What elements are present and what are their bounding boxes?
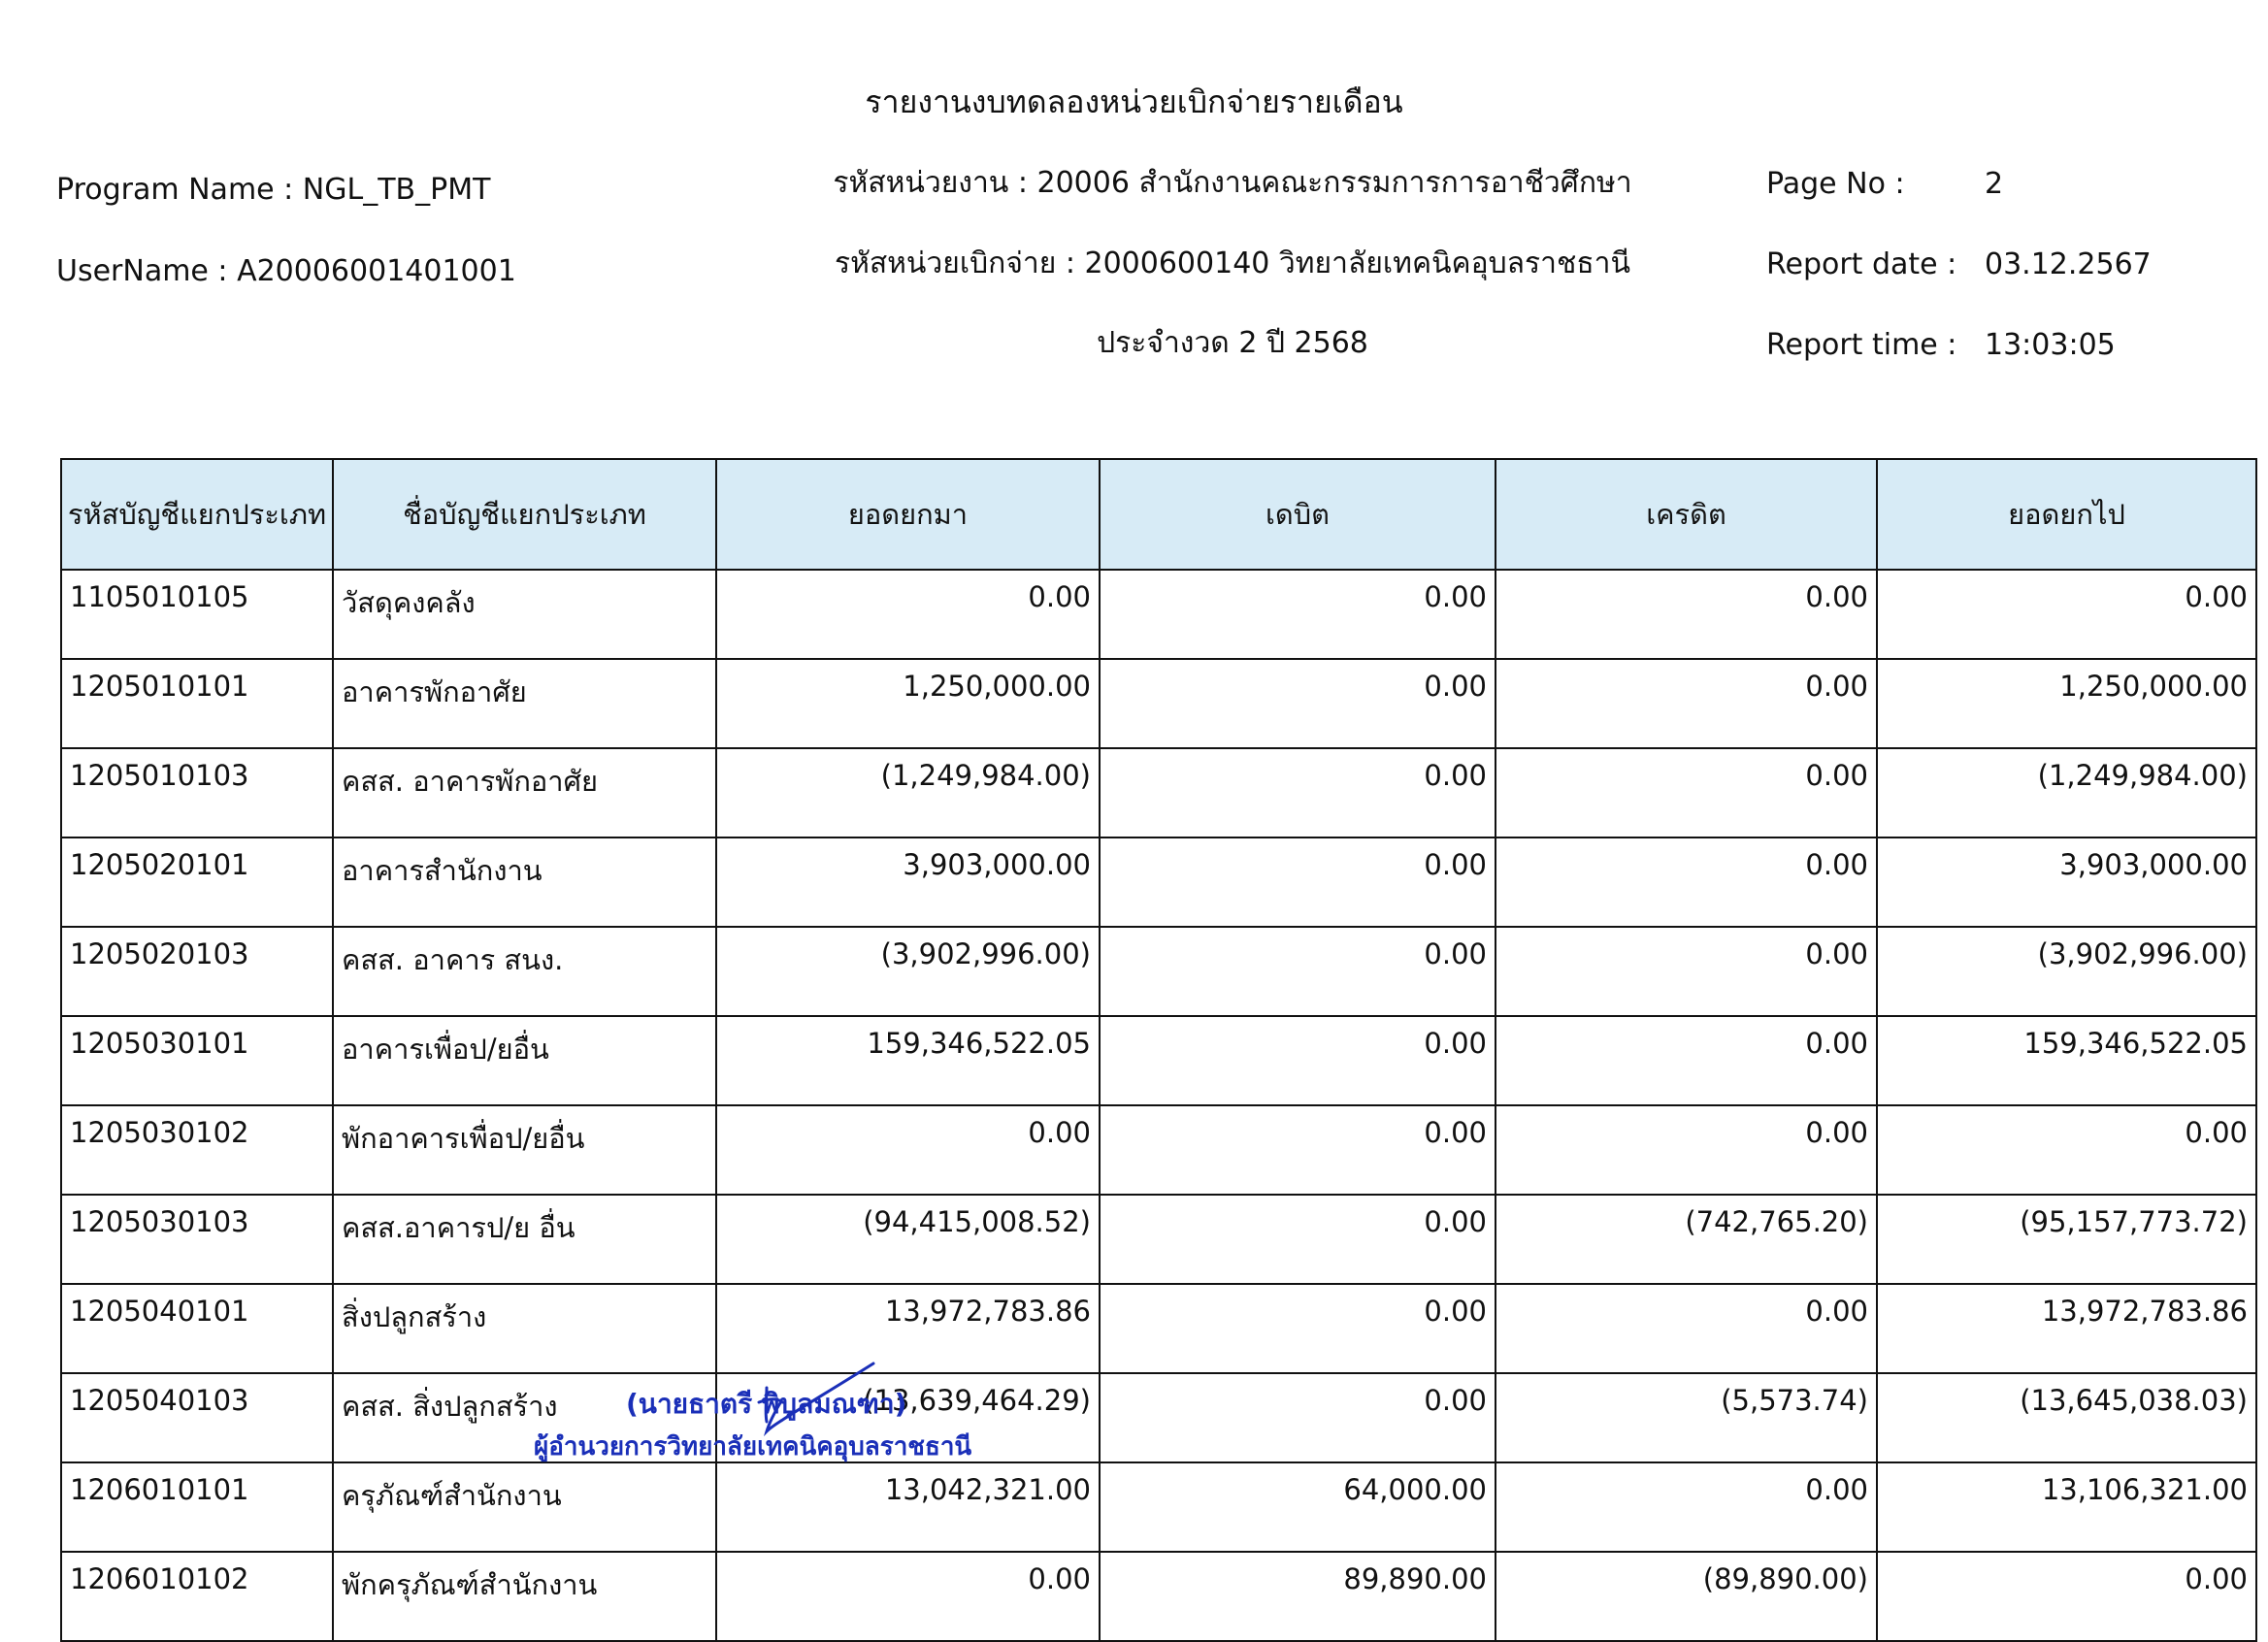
cell-closing-balance: 3,903,000.00: [1877, 837, 2256, 927]
cell-account-code: 1205040103: [61, 1373, 333, 1462]
cell-debit: 0.00: [1100, 659, 1496, 748]
program-name: Program Name : NGL_TB_PMT: [56, 173, 491, 207]
cell-debit: 0.00: [1100, 1195, 1496, 1284]
cell-credit: 0.00: [1496, 1016, 1877, 1105]
disbursement-unit-line: รหัสหน่วยเบิกจ่าย : 2000600140 วิทยาลัยเทคนิคอุบลราชธานี: [834, 246, 1631, 280]
cell-debit: 0.00: [1100, 927, 1496, 1016]
cell-credit: 0.00: [1496, 1284, 1877, 1373]
cell-opening-balance: 13,042,321.00: [716, 1462, 1100, 1552]
cell-account-code: 1205040101: [61, 1284, 333, 1373]
cell-closing-balance: (95,157,773.72): [1877, 1195, 2256, 1284]
column-header-credit: เครดิต: [1496, 459, 1877, 570]
column-header-opening-balance: ยอดยกมา: [716, 459, 1100, 570]
trial-balance-table: [60, 458, 2257, 1642]
cell-opening-balance: (3,902,996.00): [716, 927, 1100, 1016]
cell-debit: 0.00: [1100, 837, 1496, 927]
signer-name: (นายธาตรี พิบูลมณฑา): [626, 1388, 907, 1420]
cell-closing-balance: 13,106,321.00: [1877, 1462, 2256, 1552]
cell-opening-balance: 0.00: [716, 1552, 1100, 1641]
cell-credit: 0.00: [1496, 570, 1877, 659]
column-header-account-code: รหัสบัญชีแยกประเภท: [61, 459, 333, 570]
table-row: [61, 1016, 2256, 1105]
signer-position: ผู้อำนวยการวิทยาลัยเทคนิคอุบลราชธานี: [534, 1432, 972, 1461]
table-row: [61, 837, 2256, 927]
cell-debit: 0.00: [1100, 1284, 1496, 1373]
table-row: [61, 1552, 2256, 1641]
column-header-debit: เดบิต: [1100, 459, 1496, 570]
cell-account-name: พักครุภัณฑ์สำนักงาน: [333, 1552, 716, 1641]
table-row: [61, 1462, 2256, 1552]
table-header-row: [61, 459, 2256, 570]
cell-account-name: วัสดุคงคลัง: [333, 570, 716, 659]
cell-account-name: คสส.อาคารป/ย อื่น: [333, 1195, 716, 1284]
cell-opening-balance: 0.00: [716, 570, 1100, 659]
cell-opening-balance: 1,250,000.00: [716, 659, 1100, 748]
cell-debit: 0.00: [1100, 748, 1496, 837]
cell-closing-balance: 0.00: [1877, 1105, 2256, 1195]
cell-debit: 89,890.00: [1100, 1552, 1496, 1641]
cell-account-code: 1205020101: [61, 837, 333, 927]
cell-account-name: คสส. อาคารพักอาศัย: [333, 748, 716, 837]
page-no: 2: [1985, 167, 2004, 201]
cell-opening-balance: (94,415,008.52): [716, 1195, 1100, 1284]
cell-opening-balance: 159,346,522.05: [716, 1016, 1100, 1105]
table-row: [61, 570, 2256, 659]
cell-account-code: 1205010103: [61, 748, 333, 837]
table-row: [61, 1105, 2256, 1195]
cell-account-name: ครุภัณฑ์สำนักงาน: [333, 1462, 716, 1552]
report-time: 13:03:05: [1985, 328, 2116, 362]
cell-account-code: 1105010105: [61, 570, 333, 659]
cell-credit: 0.00: [1496, 1105, 1877, 1195]
cell-credit: 0.00: [1496, 748, 1877, 837]
table-row: [61, 927, 2256, 1016]
cell-account-name: สิ่งปลูกสร้าง: [333, 1284, 716, 1373]
report-title: รายงานงบทดลองหน่วยเบิกจ่ายรายเดือน: [865, 83, 1403, 120]
cell-opening-balance: (1,249,984.00): [716, 748, 1100, 837]
cell-closing-balance: 159,346,522.05: [1877, 1016, 2256, 1105]
cell-closing-balance: (1,249,984.00): [1877, 748, 2256, 837]
cell-account-name: คสส. สิ่งปลูกสร้าง: [333, 1373, 716, 1462]
cell-closing-balance: 0.00: [1877, 1552, 2256, 1641]
cell-credit: 0.00: [1496, 659, 1877, 748]
cell-account-name: คสส. อาคาร สนง.: [333, 927, 716, 1016]
agency-line: รหัสหน่วยงาน : 20006 สำนักงานคณะกรรมการการอาชีวศึกษา: [833, 166, 1632, 200]
table-row: [61, 748, 2256, 837]
column-header-closing-balance: ยอดยกไป: [1877, 459, 2256, 570]
report-date-label: Report date :: [1766, 247, 1957, 281]
table-row: [61, 1284, 2256, 1373]
cell-closing-balance: 0.00: [1877, 570, 2256, 659]
cell-closing-balance: (3,902,996.00): [1877, 927, 2256, 1016]
page-no-label: Page No :: [1766, 167, 1905, 201]
report-date: 03.12.2567: [1985, 247, 2152, 281]
cell-closing-balance: 1,250,000.00: [1877, 659, 2256, 748]
period-line: ประจำงวด 2 ปี 2568: [1097, 326, 1368, 360]
cell-account-code: 1205020103: [61, 927, 333, 1016]
cell-debit: 0.00: [1100, 1105, 1496, 1195]
cell-account-name: พักอาคารเพื่อป/ยอื่น: [333, 1105, 716, 1195]
cell-opening-balance: 0.00: [716, 1105, 1100, 1195]
cell-credit: (5,573.74): [1496, 1373, 1877, 1462]
table-row: [61, 1195, 2256, 1284]
cell-debit: 0.00: [1100, 570, 1496, 659]
cell-closing-balance: 13,972,783.86: [1877, 1284, 2256, 1373]
cell-opening-balance: 13,972,783.86: [716, 1284, 1100, 1373]
cell-credit: 0.00: [1496, 927, 1877, 1016]
cell-account-name: อาคารสำนักงาน: [333, 837, 716, 927]
cell-account-code: 1206010102: [61, 1552, 333, 1641]
table-row: [61, 659, 2256, 748]
cell-opening-balance: (13,639,464.29): [716, 1373, 1100, 1462]
cell-account-code: 1206010101: [61, 1462, 333, 1552]
cell-account-code: 1205030103: [61, 1195, 333, 1284]
cell-credit: (89,890.00): [1496, 1552, 1877, 1641]
cell-debit: 0.00: [1100, 1373, 1496, 1462]
cell-credit: (742,765.20): [1496, 1195, 1877, 1284]
cell-debit: 0.00: [1100, 1016, 1496, 1105]
report-time-label: Report time :: [1766, 328, 1957, 362]
user-name: UserName : A20006001401001: [56, 254, 516, 288]
table-row: [61, 1373, 2256, 1462]
cell-opening-balance: 3,903,000.00: [716, 837, 1100, 927]
cell-credit: 0.00: [1496, 837, 1877, 927]
cell-closing-balance: (13,645,038.03): [1877, 1373, 2256, 1462]
cell-debit: 64,000.00: [1100, 1462, 1496, 1552]
cell-credit: 0.00: [1496, 1462, 1877, 1552]
cell-account-name: อาคารพักอาศัย: [333, 659, 716, 748]
column-header-account-name: ชื่อบัญชีแยกประเภท: [333, 459, 716, 570]
cell-account-code: 1205010101: [61, 659, 333, 748]
cell-account-code: 1205030101: [61, 1016, 333, 1105]
cell-account-code: 1205030102: [61, 1105, 333, 1195]
cell-account-name: อาคารเพื่อป/ยอื่น: [333, 1016, 716, 1105]
